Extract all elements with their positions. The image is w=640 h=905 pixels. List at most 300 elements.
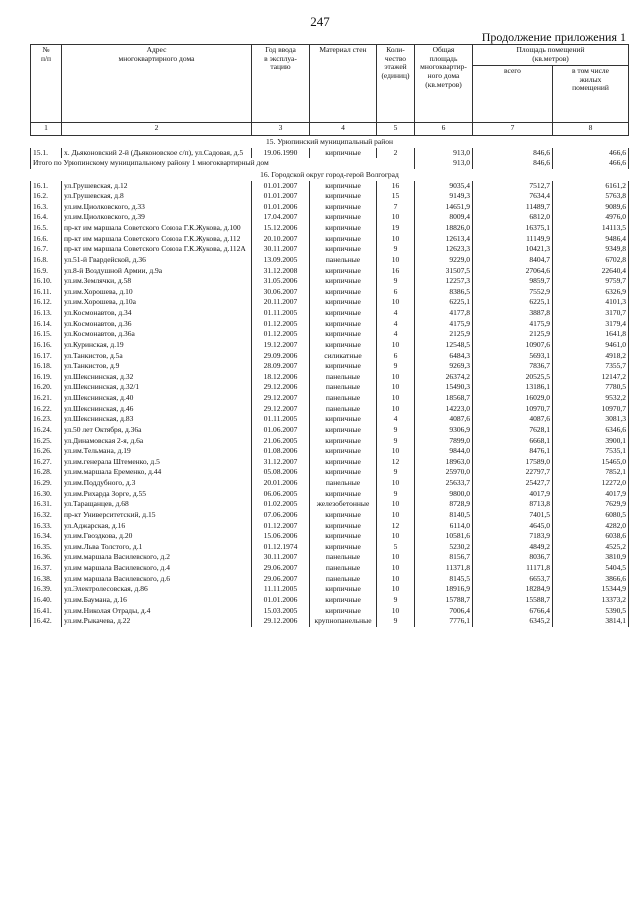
row-floors: 5 [377,542,415,553]
row-address: ул.им.Хорошева, д.10а [62,297,252,308]
row-total-area: 9149,3 [415,191,473,202]
row-total-area: 9269,3 [415,361,473,372]
total-label: Итого по Урюпинскому муниципальному району 1 многоквартирный дом [31,158,415,169]
row-number: 16.19. [31,372,62,383]
table-row [31,361,629,372]
row-year: 11.11.2005 [252,584,310,595]
row-year: 01.01.2007 [252,181,310,192]
column-number: 2 [62,123,252,136]
row-premises-all: 7552,9 [473,287,553,298]
row-premises-living: 14113,5 [553,223,629,234]
row-year: 28.09.2007 [252,361,310,372]
table-row [31,606,629,617]
table-row [31,457,629,468]
row-floors: 15 [377,191,415,202]
row-floors: 9 [377,436,415,447]
row-premises-all: 6668,1 [473,436,553,447]
row-number: 16.35. [31,542,62,553]
row-floors: 10 [377,382,415,393]
row-premises-living: 1641,8 [553,329,629,340]
row-premises-living: 9486,4 [553,234,629,245]
row-material: кирпичные [310,148,377,159]
header-premises-all: всего [473,66,553,123]
row-total-area: 12623,3 [415,244,473,255]
row-material: кирпичные [310,606,377,617]
row-total-area: 4087,6 [415,414,473,425]
row-material: кирпичные [310,244,377,255]
row-premises-living: 4101,3 [553,297,629,308]
row-premises-living: 4017,9 [553,489,629,500]
row-premises-living: 5390,5 [553,606,629,617]
row-floors: 10 [377,297,415,308]
row-premises-living: 6161,2 [553,181,629,192]
table-row [31,595,629,606]
table-row [31,319,629,330]
row-address: ул.Шекснинская, д.46 [62,404,252,415]
row-floors: 10 [377,234,415,245]
row-material: панельные [310,404,377,415]
row-premises-all: 7401,5 [473,510,553,521]
table-row [31,510,629,521]
row-year: 20.01.2006 [252,478,310,489]
row-total-area: 7899,0 [415,436,473,447]
row-floors: 2 [377,148,415,159]
row-material: кирпичные [310,340,377,351]
row-year: 17.04.2007 [252,212,310,223]
row-number: 16.5. [31,223,62,234]
row-total-area: 11371,8 [415,563,473,574]
row-number: 16.21. [31,393,62,404]
row-material: панельные [310,393,377,404]
row-premises-all: 7183,9 [473,531,553,542]
header-premises-living: в том числе жилых помещений [553,66,629,123]
row-floors: 9 [377,276,415,287]
row-address: ул.8-й Воздушной Армии, д.9а [62,266,252,277]
row-address: ул.им.Николая Отрады, д.4 [62,606,252,617]
row-material: кирпичные [310,489,377,500]
row-premises-all: 16029,0 [473,393,553,404]
row-year: 29.12.2006 [252,382,310,393]
row-premises-all: 11171,8 [473,563,553,574]
row-floors: 9 [377,361,415,372]
row-material: кирпичные [310,234,377,245]
table-row [31,499,629,510]
row-premises-all: 4087,6 [473,414,553,425]
row-floors: 9 [377,595,415,606]
row-premises-living: 12272,0 [553,478,629,489]
column-number: 3 [252,123,310,136]
row-material: панельные [310,552,377,563]
table-row [31,148,629,159]
row-floors: 10 [377,499,415,510]
row-total-area: 12257,3 [415,276,473,287]
row-premises-all: 17589,0 [473,457,553,468]
table-row [31,202,629,213]
row-year: 29.09.2006 [252,351,310,362]
row-year: 01.08.2006 [252,446,310,457]
row-total-area: 9306,9 [415,425,473,436]
column-number: 6 [415,123,473,136]
row-premises-all: 25427,7 [473,478,553,489]
row-material: панельные [310,255,377,266]
row-premises-all: 8713,8 [473,499,553,510]
row-premises-living: 9089,6 [553,202,629,213]
header-total-area: Общая площадь многоквартир- ного дома (кв.метров) [415,45,473,123]
row-premises-all: 5693,1 [473,351,553,362]
row-premises-living: 5404,5 [553,563,629,574]
row-premises-all: 6812,0 [473,212,553,223]
row-year: 07.06.2006 [252,510,310,521]
row-number: 16.20. [31,382,62,393]
row-floors: 10 [377,212,415,223]
row-year: 01.06.2007 [252,425,310,436]
row-number: 16.37. [31,563,62,574]
row-premises-living: 466,6 [553,148,629,159]
row-premises-living: 6346,6 [553,425,629,436]
row-address: ул.им.Землячки, д.58 [62,276,252,287]
total-row [31,158,629,169]
section-row [31,136,629,148]
row-material: кирпичные [310,595,377,606]
table-row [31,382,629,393]
row-floors: 9 [377,616,415,627]
header-material: Материал стен [310,45,377,123]
row-number: 16.22. [31,404,62,415]
section-row [31,169,629,181]
row-total-area: 6114,0 [415,521,473,532]
row-material: кирпичные [310,531,377,542]
table-row [31,276,629,287]
row-material: кирпичные [310,266,377,277]
row-year: 01.11.2005 [252,308,310,319]
row-total-area: 14223,0 [415,404,473,415]
section-title: 16. Городской округ город-герой Волгоград [260,169,399,179]
row-number: 16.3. [31,202,62,213]
table-row [31,234,629,245]
row-address: ул.Таращанцев, д.68 [62,499,252,510]
row-floors: 10 [377,393,415,404]
row-premises-living: 13373,2 [553,595,629,606]
table-row [31,616,629,627]
table-row [31,531,629,542]
row-premises-all: 20525,5 [473,372,553,383]
row-material: кирпичные [310,521,377,532]
row-address: ул.им.маршала Василевского, д.2 [62,552,252,563]
row-material: кирпичные [310,223,377,234]
row-premises-living: 4525,2 [553,542,629,553]
row-address: ул.Космонавтов, д.34 [62,308,252,319]
row-material: кирпичные [310,212,377,223]
row-total-area: 18568,7 [415,393,473,404]
table-row [31,255,629,266]
column-number: 1 [31,123,62,136]
row-address: пр-кт Университетский, д.15 [62,510,252,521]
row-premises-all: 7512,7 [473,181,553,192]
row-material: кирпичные [310,361,377,372]
row-address: ул.им.Поддубного, д.3 [62,478,252,489]
row-premises-living: 4918,2 [553,351,629,362]
row-material: кирпичные [310,542,377,553]
row-premises-living: 9349,8 [553,244,629,255]
row-premises-living: 15465,0 [553,457,629,468]
row-year: 29.06.2007 [252,574,310,585]
row-material: кирпичные [310,297,377,308]
table-row [31,478,629,489]
table-row [31,574,629,585]
row-premises-living: 9461,0 [553,340,629,351]
column-number: 7 [473,123,553,136]
row-material: кирпичные [310,329,377,340]
row-premises-all: 18284,9 [473,584,553,595]
row-year: 18.12.2006 [252,372,310,383]
row-number: 16.7. [31,244,62,255]
row-number: 16.36. [31,552,62,563]
row-total-area: 15490,3 [415,382,473,393]
row-premises-living: 7780,5 [553,382,629,393]
row-number: 16.39. [31,584,62,595]
row-material: кирпичные [310,191,377,202]
row-floors: 9 [377,244,415,255]
table-row [31,181,629,192]
row-premises-all: 4849,2 [473,542,553,553]
row-premises-all: 6653,7 [473,574,553,585]
row-total-area: 913,0 [415,148,473,159]
row-address: ул.им.Гвоздкова, д.20 [62,531,252,542]
row-material: кирпичные [310,510,377,521]
row-premises-living: 3814,1 [553,616,629,627]
row-total-area: 26374,2 [415,372,473,383]
row-address: х. Дьяконовский 2-й (Дьяконовское с/п), ул.Садовая, д.5 [62,148,252,159]
row-floors: 10 [377,584,415,595]
row-premises-all: 9859,7 [473,276,553,287]
row-premises-all: 4175,9 [473,319,553,330]
table-row [31,542,629,553]
row-year: 30.11.2007 [252,552,310,563]
row-address: ул.Грушевская, д.8 [62,191,252,202]
row-address: ул.им.Рыкачева, д.22 [62,616,252,627]
row-premises-living: 15344,9 [553,584,629,595]
row-year: 31.12.2008 [252,266,310,277]
row-year: 01.01.2007 [252,191,310,202]
header-premises-area: Площадь помещений (кв.метров) [473,45,629,66]
row-floors: 10 [377,552,415,563]
row-premises-living: 7852,1 [553,467,629,478]
row-premises-living: 6038,6 [553,531,629,542]
row-material: крупнопанельные [310,616,377,627]
row-premises-all: 27064,6 [473,266,553,277]
row-address: ул.Шекснинская, д.32/1 [62,382,252,393]
row-address: ул.Космонавтов, д.36 [62,319,252,330]
row-year: 01.02.2005 [252,499,310,510]
row-address: ул.Электролесовская, д.86 [62,584,252,595]
row-total-area: 6225,1 [415,297,473,308]
table-row [31,308,629,319]
row-year: 31.12.2007 [252,457,310,468]
row-number: 16.34. [31,531,62,542]
row-number: 16.30. [31,489,62,500]
row-premises-all: 11149,9 [473,234,553,245]
row-floors: 10 [377,563,415,574]
table-row [31,467,629,478]
row-premises-living: 7629,9 [553,499,629,510]
row-premises-all: 10970,7 [473,404,553,415]
row-address: ул.Аджарская, д.16 [62,521,252,532]
row-floors: 4 [377,329,415,340]
row-material: силикатные [310,351,377,362]
column-number: 5 [377,123,415,136]
table-row [31,446,629,457]
row-total-area: 18826,0 [415,223,473,234]
table-row [31,297,629,308]
section-title: 15. Урюпинский муниципальный район [265,137,394,146]
row-year: 19.12.2007 [252,340,310,351]
row-material: кирпичные [310,436,377,447]
table-row [31,372,629,383]
row-total-area: 25970,0 [415,467,473,478]
row-number: 16.26. [31,446,62,457]
table-row [31,489,629,500]
row-year: 01.12.2007 [252,521,310,532]
row-address: ул.им.Льва Толстого, д.1 [62,542,252,553]
row-floors: 16 [377,266,415,277]
row-year: 01.12.2005 [252,319,310,330]
row-premises-living: 3900,1 [553,436,629,447]
row-total-area: 31507,5 [415,266,473,277]
row-total-area: 6484,3 [415,351,473,362]
row-address: ул.Динамовская 2-я, д.6а [62,436,252,447]
table-row [31,223,629,234]
row-premises-living: 12147,2 [553,372,629,383]
row-number: 16.2. [31,191,62,202]
row-premises-all: 15588,7 [473,595,553,606]
row-total-area: 4177,8 [415,308,473,319]
total-premises-living: 466,6 [553,158,629,169]
row-number: 16.16. [31,340,62,351]
row-premises-all: 4017,9 [473,489,553,500]
row-number: 16.40. [31,595,62,606]
row-year: 21.06.2005 [252,436,310,447]
row-premises-all: 6766,4 [473,606,553,617]
row-address: пр-кт им маршала Советского Союза Г.К.Жукова, д.100 [62,223,252,234]
buildings-table [30,44,629,627]
row-total-area: 8156,7 [415,552,473,563]
table-row [31,563,629,574]
row-number: 16.29. [31,478,62,489]
row-floors: 19 [377,223,415,234]
row-address: ул.Куринская, д.19 [62,340,252,351]
row-material: железобетонные [310,499,377,510]
row-year: 29.06.2007 [252,563,310,574]
row-floors: 9 [377,489,415,500]
column-number: 4 [310,123,377,136]
row-number: 16.33. [31,521,62,532]
row-number: 16.41. [31,606,62,617]
row-premises-all: 6345,2 [473,616,553,627]
row-year: 20.10.2007 [252,234,310,245]
row-address: ул.им.Рихарда Зорге, д.55 [62,489,252,500]
row-number: 16.42. [31,616,62,627]
row-floors: 4 [377,414,415,425]
table-row [31,584,629,595]
total-premises-all: 846,6 [473,158,553,169]
row-premises-living: 3170,7 [553,308,629,319]
row-total-area: 9800,0 [415,489,473,500]
row-premises-all: 13186,1 [473,382,553,393]
row-total-area: 18963,0 [415,457,473,468]
row-total-area: 8386,5 [415,287,473,298]
row-premises-all: 10907,6 [473,340,553,351]
row-total-area: 5230,2 [415,542,473,553]
table-row [31,329,629,340]
table-row [31,191,629,202]
row-address: ул.Танкистов, д.9 [62,361,252,372]
row-premises-all: 7836,7 [473,361,553,372]
row-premises-all: 8036,7 [473,552,553,563]
row-material: кирпичные [310,446,377,457]
row-total-area: 9844,0 [415,446,473,457]
row-material: кирпичные [310,287,377,298]
table-row [31,266,629,277]
row-number: 16.14. [31,319,62,330]
header-floors: Коли- чество этажей (единиц) [377,45,415,123]
row-premises-living: 5763,8 [553,191,629,202]
row-premises-living: 22640,4 [553,266,629,277]
row-material: кирпичные [310,467,377,478]
row-floors: 4 [377,308,415,319]
row-total-area: 4175,9 [415,319,473,330]
row-address: ул.им.генерала Штеменко, д.5 [62,457,252,468]
row-floors: 7 [377,202,415,213]
row-year: 19.06.1990 [252,148,310,159]
row-year: 29.12.2007 [252,404,310,415]
row-floors: 4 [377,319,415,330]
row-year: 15.12.2006 [252,223,310,234]
row-year: 05.08.2006 [252,467,310,478]
row-number: 16.4. [31,212,62,223]
row-address: ул.Космонавтов, д.36а [62,329,252,340]
row-number: 16.18. [31,361,62,372]
row-number: 16.24. [31,425,62,436]
row-floors: 10 [377,404,415,415]
row-year: 13.09.2005 [252,255,310,266]
row-floors: 10 [377,446,415,457]
row-total-area: 15788,7 [415,595,473,606]
row-number: 16.31. [31,499,62,510]
row-year: 15.06.2006 [252,531,310,542]
row-total-area: 25633,7 [415,478,473,489]
row-number: 15.1. [31,148,62,159]
row-premises-living: 6326,9 [553,287,629,298]
row-number: 16.1. [31,181,62,192]
row-premises-all: 846,6 [473,148,553,159]
row-year: 01.11.2005 [252,414,310,425]
row-total-area: 7006,4 [415,606,473,617]
row-year: 01.12.1974 [252,542,310,553]
row-year: 20.11.2007 [252,297,310,308]
row-total-area: 12613,4 [415,234,473,245]
row-number: 16.8. [31,255,62,266]
row-premises-all: 4645,0 [473,521,553,532]
row-total-area: 8145,5 [415,574,473,585]
row-address: ул.Шекснинская, д.32 [62,372,252,383]
row-year: 31.05.2006 [252,276,310,287]
row-number: 16.27. [31,457,62,468]
row-premises-living: 7535,1 [553,446,629,457]
row-number: 16.13. [31,308,62,319]
row-number: 16.32. [31,510,62,521]
row-premises-all: 22797,7 [473,467,553,478]
row-number: 16.28. [31,467,62,478]
